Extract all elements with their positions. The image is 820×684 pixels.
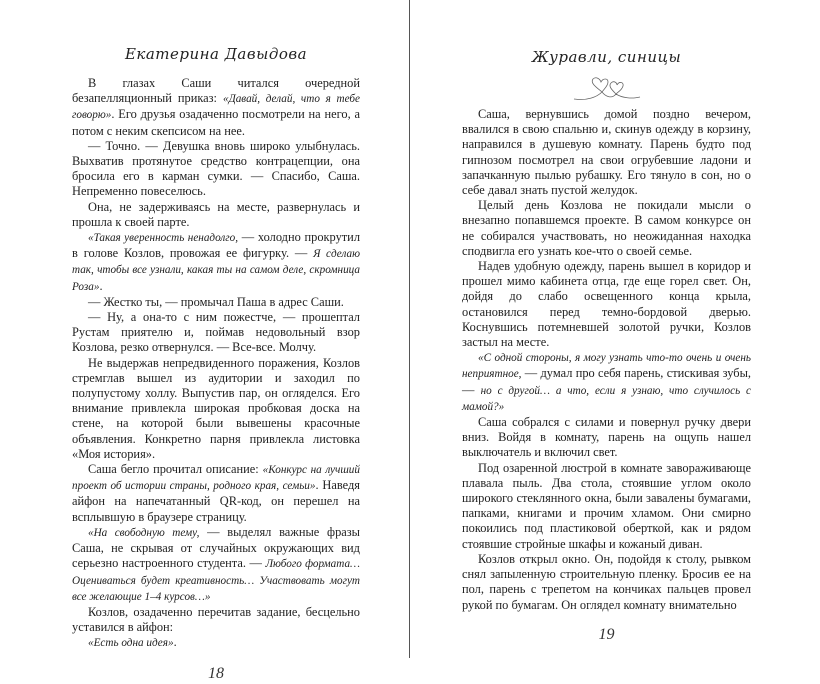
text: Саша, вернувшись домой поздно вечером, ввалился в свою спальню и, скинув одежду в корзину, направился в душевую комнату. Парень будто под гипнозом посмотрел на свои огрубевшие ладони и запачканную пылью рубашку. Его тянуло в сон, но о себе давал знать пустой желудок. — [462, 107, 751, 198]
paragraph — [72, 635, 360, 651]
text: Надев удобную одежду, парень вышел в коридор и прошел мимо кабинета отца, где еще горел свет. Он, дойдя до слабо освещенного конца крыла, остановился перед темно-бордовой дверью. Коснувшись потемневшей золотой ручки, Козлов застыл на месте. — [462, 259, 751, 350]
paragraph — [462, 198, 751, 259]
italic-text: Любого формата… Оцениваться будет креативность… Участвовать могут все желающие 1–4 курсов…» — [72, 558, 361, 603]
page-body — [462, 107, 751, 613]
text: Козлов открыл окно. Он, подойдя к столу, рывком снял запыленную строительную пленку. Бросив ее на пол, парень с трепетом на кончиках пальцев провел рукой по бумагам. Он оглядел комнату внимательно — [462, 551, 751, 612]
paragraph — [462, 415, 751, 461]
text: . — [99, 278, 103, 293]
paragraph — [72, 605, 360, 635]
page-number: 18 — [208, 664, 224, 682]
page-body — [72, 76, 360, 652]
left-page — [72, 0, 360, 684]
italic-text: «Такая уверенность ненадолго, — [88, 232, 239, 245]
paragraph — [462, 350, 751, 415]
paragraph — [72, 230, 360, 295]
text: В глазах Саши читался очередной безапелляционный приказ: — [72, 76, 360, 106]
running-header-title: Журавли, синицы — [531, 48, 682, 66]
paragraph — [72, 525, 360, 605]
text: Саша собрался с силами и повернул ручку двери вниз. Войдя в комнату, парень на ощупь нашел выключатель и включил свет. — [462, 415, 751, 460]
text: — холодно прокрутил в голове Козлов, провожая ее фигурку. — — [72, 230, 361, 261]
paragraph — [72, 76, 360, 139]
paragraph — [462, 552, 751, 613]
text: Целый день Козлова не покидали мысли о внезапно попавшемся проекте. В самом конкурсе он не собирался участвовать, но неожиданная находка сподвигла его узнать кое-что о своей семье. — [462, 198, 751, 258]
text: . Наведя айфон на напечатанный QR-код, он перешел на всплывшую в браузере страницу. — [72, 478, 360, 524]
running-header-author: Екатерина Давыдова — [124, 45, 308, 63]
page-number: 19 — [598, 625, 615, 643]
text: Козлов, озадаченно перечитав задание, бесцельно уставился в айфон: — [72, 604, 360, 635]
right-page — [462, 0, 751, 645]
italic-text: «На свободную тему, — [88, 526, 200, 539]
text: Саша бегло прочитал описание: — [88, 462, 263, 477]
paragraph — [72, 295, 360, 310]
text: — Жестко ты, — промычал Паша в адрес Саши. — [88, 294, 344, 309]
paragraph — [72, 356, 360, 462]
paragraph — [72, 462, 360, 525]
italic-text: «Есть одна идея» — [88, 637, 174, 650]
text: Под озаренной люстрой в комнате завораживающе плавала пыль. Два стола, стоявшие углом около широкого стеклянного окна, были завалены бумагами, папками, книгами и прочим хламом. Они смирно покоились под пластиковой оберткой, как и рядом стоявшие стройные шкафы и кожаный диван. — [462, 460, 751, 551]
text: Она, не задерживаясь на месте, развернулась и прошла к своей парте. — [72, 199, 360, 229]
paragraph — [462, 107, 751, 198]
text: — думал про себя парень, стискивая зубы, — — [462, 366, 751, 397]
text: — Ну, а она-то с ним пожестче, — прошептал Рустам приятелю и, поймав недовольный взор Козлова, резко отвернулся. — Все-все. Молчу. — [72, 310, 360, 355]
text: — Точно. — Девушка вновь широко улыбнулась. Выхватив протянутое средство контрацепции, она бросила его в карман сумки. — Спасибо, Саша. Непременно повеселюсь. — [72, 138, 360, 199]
italic-text: Я сделаю так, чтобы все узнали, какая ты на самом деле, скромница Роза» — [72, 248, 360, 293]
text: — выделял важные фразы Саша, не скрывая от случайных окружающих вид серьезно настроенного студента. — — [72, 524, 360, 571]
paragraph — [72, 139, 360, 200]
book-spine-divider — [409, 0, 410, 658]
italic-text: «С одной стороны, я могу узнать что-то очень и очень неприятное, — [462, 352, 751, 381]
paragraph — [72, 200, 360, 230]
text: . Его друзья озадаченно посмотрели на него, а потом с неким скепсисом на нее. — [72, 107, 360, 138]
paragraph — [462, 259, 751, 350]
paragraph — [462, 461, 751, 552]
italic-text: «Конкурс на лучший проект об истории страны, родного края, семьи» — [72, 464, 360, 493]
text: Не выдержав непредвиденного поражения, Козлов стремглав вышел из аудитории и заходил по полупустому холлу. Выпустив пар, он огляделся. Его внимание привлекла широкая пробковая доска на стене, на которой были вывешены красочные объявления. Конкретно парня привлекла листовка «Моя история». — [72, 355, 360, 461]
paragraph — [72, 310, 360, 356]
italic-text: но с другой… а что, если я узнаю, что случилось с мамой?» — [462, 384, 751, 413]
italic-text: «Давай, делай, что я тебе говорю» — [72, 93, 360, 122]
text: . — [173, 635, 177, 650]
two-hearts-icon — [572, 77, 642, 103]
